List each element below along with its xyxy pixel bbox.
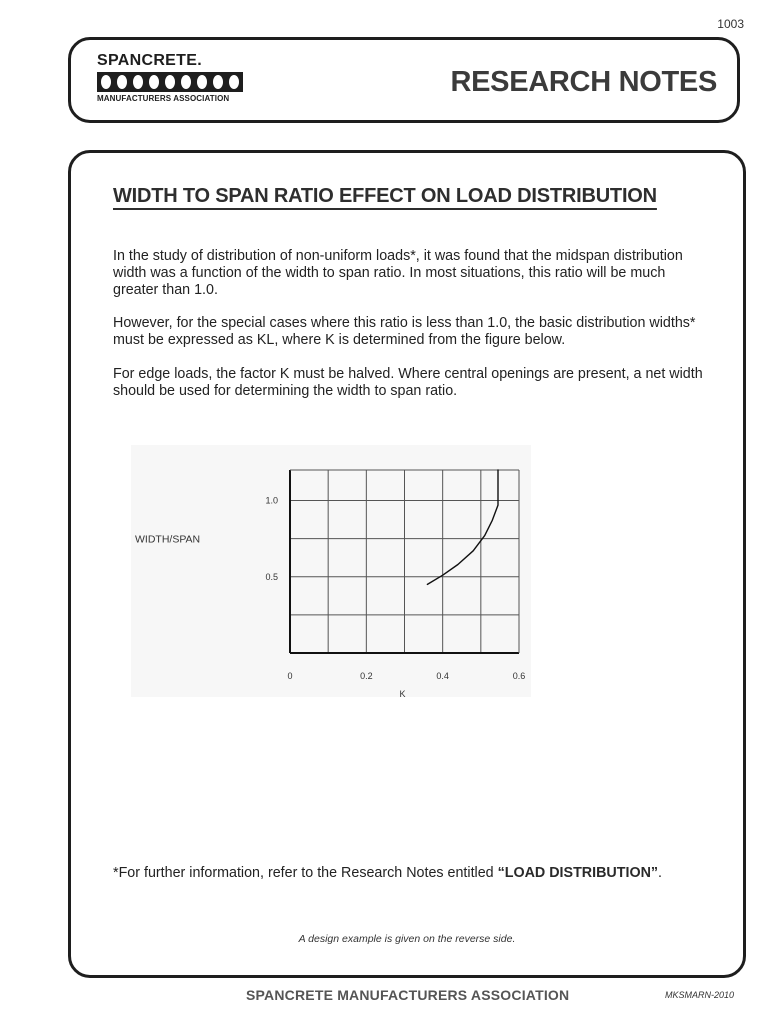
page-title: WIDTH TO SPAN RATIO EFFECT ON LOAD DISTRIBUTION: [113, 185, 657, 207]
k-factor-curve: [427, 470, 498, 584]
logo-subtitle: MANUFACTURERS ASSOCIATION: [97, 94, 230, 103]
footer-association: SPANCRETE MANUFACTURERS ASSOCIATION: [246, 987, 570, 1003]
chart-svg: [131, 445, 531, 697]
reverse-side-note: A design example is given on the reverse side.: [298, 933, 516, 945]
paragraph-1: In the study of distribution of non-uniform loads*, it was found that the midspan distribution width was a function of the width to span ratio. In most situations, this ratio will be much greater than 1.0.: [113, 248, 683, 298]
header-title: RESEARCH NOTES: [450, 66, 717, 98]
spancrete-logo: [97, 53, 247, 109]
main-content-box: [68, 150, 746, 978]
page-number: 1003: [717, 17, 744, 31]
k-factor-chart: [131, 445, 531, 697]
y-tick-label: 0.5: [265, 571, 278, 582]
x-tick-label: 0.2: [360, 671, 373, 681]
header-box: [68, 37, 740, 123]
logo-wordmark: SPANCRETE.: [97, 52, 202, 69]
y-tick-label: 1.0: [265, 495, 278, 506]
paragraph-2: However, for the special cases where this ratio is less than 1.0, the basic distribution widths* must be expressed as KL, where K is determined from the figure below.: [113, 315, 696, 348]
x-axis-label: K: [399, 689, 406, 697]
footnote-reference: “LOAD DISTRIBUTION”: [497, 865, 659, 881]
y-axis-label: WIDTH/SPAN: [135, 533, 201, 546]
footnote: *For further information, refer to the Research Notes entitled “LOAD DISTRIBUTION”.: [113, 865, 663, 881]
x-tick-label: 0.4: [436, 671, 449, 681]
hollowcore-slab-icon: [97, 72, 243, 92]
footer-document-code: MKSMARN-2010: [664, 990, 734, 1000]
x-tick-label: 0.6: [512, 671, 526, 681]
x-tick-label: 0: [287, 671, 293, 681]
paragraph-3: For edge loads, the factor K must be halved. Where central openings are present, a net width should be used for determining the width to span ratio.: [113, 366, 703, 399]
